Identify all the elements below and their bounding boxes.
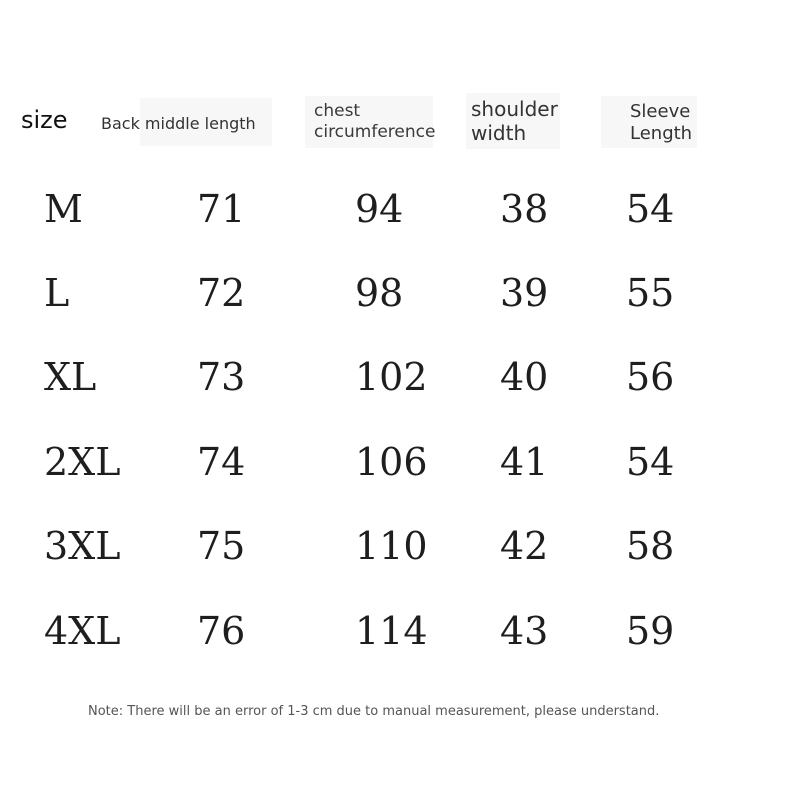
cell-sleeve: 58	[626, 524, 675, 568]
cell-shoulder: 40	[500, 355, 549, 399]
cell-back-length: 75	[197, 524, 246, 568]
cell-shoulder: 41	[500, 440, 549, 484]
cell-chest: 102	[355, 355, 428, 399]
cell-size: 3XL	[44, 524, 121, 568]
cell-sleeve: 55	[626, 271, 675, 315]
cell-sleeve: 59	[626, 609, 675, 653]
measurement-note: Note: There will be an error of 1-3 cm due to manual measurement, please understand.	[88, 704, 660, 719]
cell-back-length: 73	[197, 355, 246, 399]
cell-size: XL	[44, 355, 97, 399]
cell-chest: 110	[355, 524, 428, 568]
cell-chest: 106	[355, 440, 428, 484]
cell-chest: 114	[355, 609, 428, 653]
cell-shoulder: 39	[500, 271, 549, 315]
cell-back-length: 76	[197, 609, 246, 653]
cell-shoulder: 38	[500, 187, 549, 231]
cell-chest: 98	[355, 271, 404, 315]
header-chest-line1: chest	[314, 101, 361, 121]
cell-size: L	[44, 271, 70, 315]
cell-chest: 94	[355, 187, 404, 231]
header-shoulder-width	[471, 97, 558, 145]
cell-size: M	[44, 187, 83, 231]
header-sleeve-line1: Sleeve	[630, 101, 691, 122]
cell-back-length: 72	[197, 271, 246, 315]
cell-back-length: 74	[197, 440, 246, 484]
cell-sleeve: 54	[626, 187, 675, 231]
header-shoulder-line1: shoulder	[471, 97, 558, 121]
cell-size: 2XL	[44, 440, 121, 484]
header-chest-circumference	[314, 101, 435, 143]
header-back-middle-length: Back middle length	[101, 114, 256, 133]
header-shoulder-line2: width	[471, 121, 527, 145]
cell-sleeve: 54	[626, 440, 675, 484]
header-sleeve-length	[630, 101, 692, 145]
cell-sleeve: 56	[626, 355, 675, 399]
cell-shoulder: 42	[500, 524, 549, 568]
header-chest-line2: circumference	[314, 122, 436, 142]
cell-size: 4XL	[44, 609, 121, 653]
cell-back-length: 71	[197, 187, 246, 231]
header-size: size	[21, 106, 68, 134]
cell-shoulder: 43	[500, 609, 549, 653]
header-sleeve-line2: Length	[630, 123, 693, 144]
